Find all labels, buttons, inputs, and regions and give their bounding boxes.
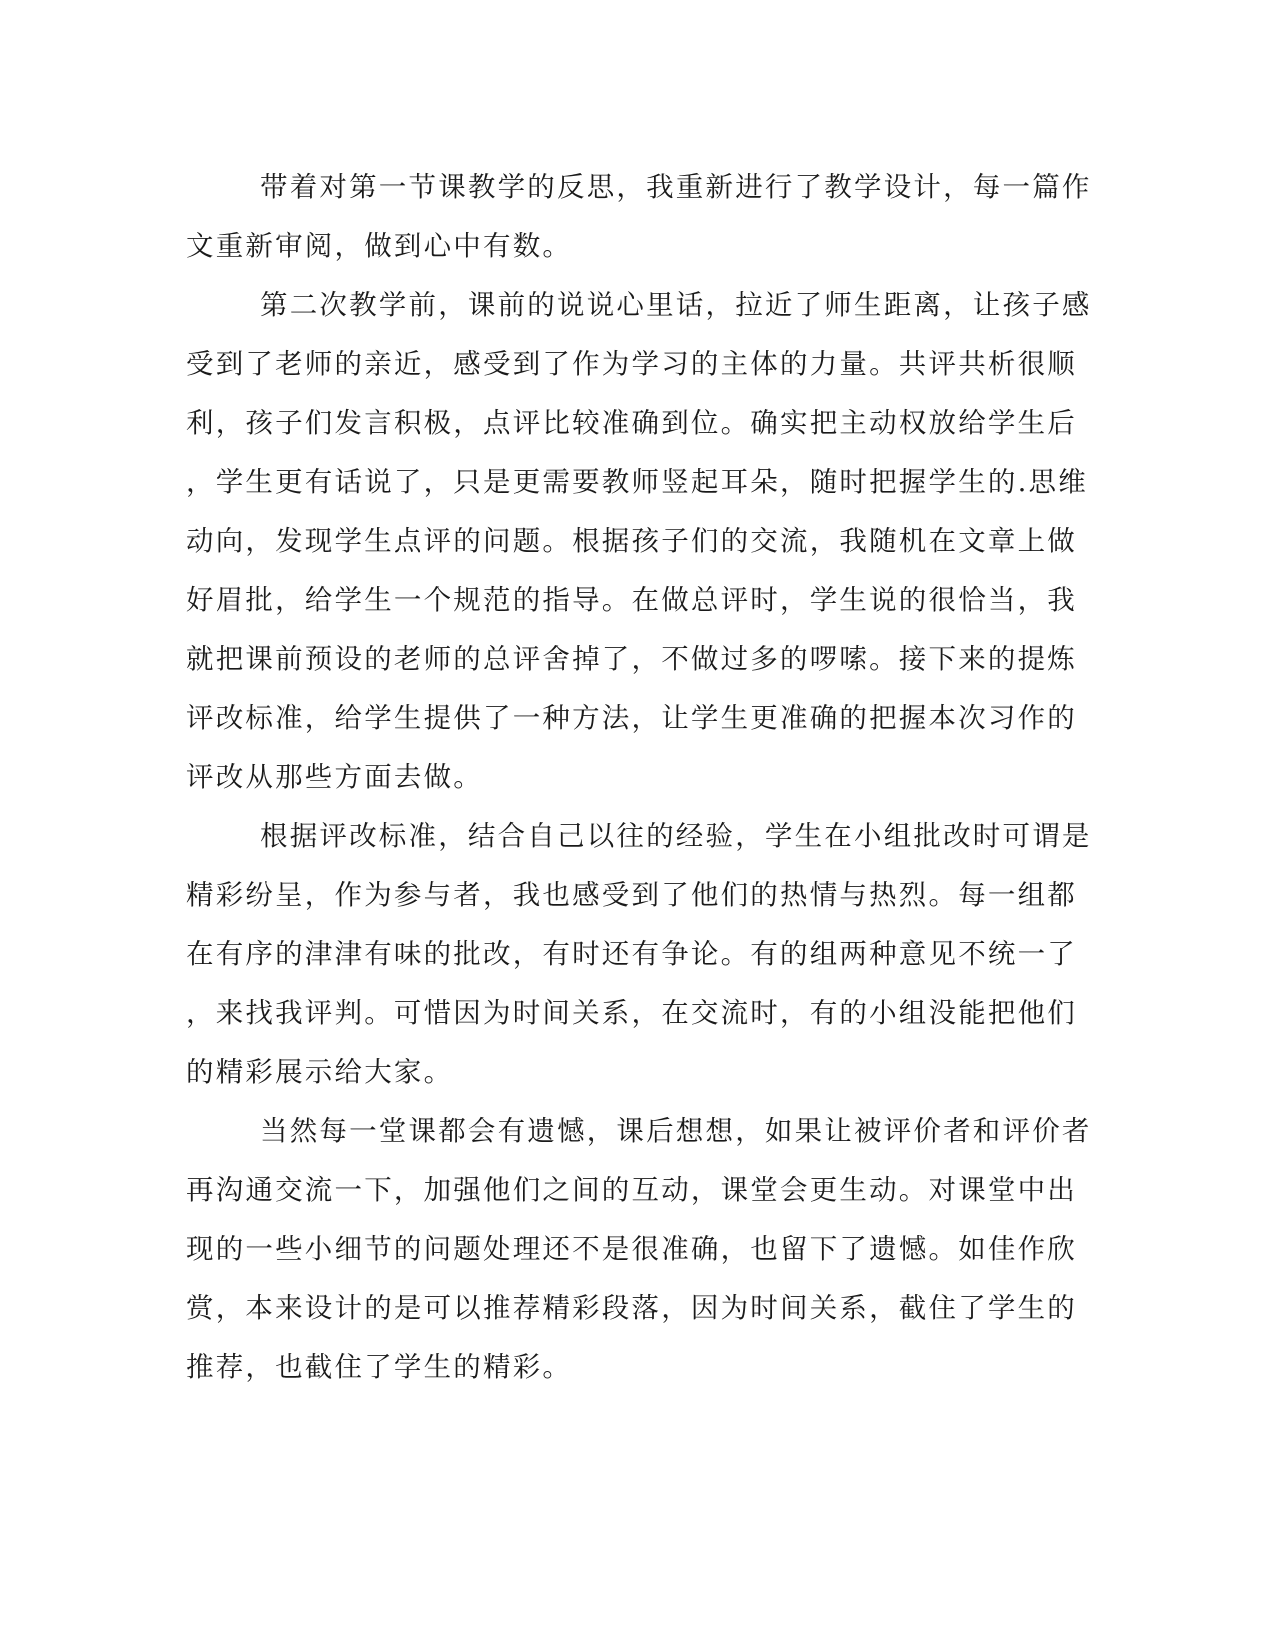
text-line: ，学生更有话说了，只是更需要教师竖起耳朵，随时把握学生的.思维 [186,466,1088,498]
text-line: 再沟通交流一下，加强他们之间的互动，课堂会更生动。对课堂中出 [186,1174,1077,1206]
document-body [186,158,1092,1397]
paragraph-1 [186,158,1092,276]
text-line: 动向，发现学生点评的问题。根据孩子们的交流，我随机在文章上做 [186,525,1077,557]
text-line: 推荐，也截住了学生的精彩。 [186,1351,573,1383]
text-line: 文重新审阅，做到心中有数。 [186,230,573,262]
text-line: 第二次教学前，课前的说说心里话，拉近了师生距离，让孩子感 [260,289,1092,321]
text-line: 精彩纷呈，作为参与者，我也感受到了他们的热情与热烈。每一组都 [186,879,1077,911]
text-line: 根据评改标准，结合自己以往的经验，学生在小组批改时可谓是 [260,820,1092,852]
paragraph-4 [186,1102,1092,1397]
text-line: 在有序的津津有味的批改，有时还有争论。有的组两种意见不统一了 [186,938,1077,970]
text-line: 赏，本来设计的是可以推荐精彩段落，因为时间关系，截住了学生的 [186,1292,1077,1324]
text-line: ，来找我评判。可惜因为时间关系，在交流时，有的小组没能把他们 [186,997,1077,1029]
paragraph-2 [186,276,1092,807]
text-line: 现的一些小细节的问题处理还不是很准确，也留下了遗憾。如佳作欣 [186,1233,1077,1265]
text-line: 带着对第一节课教学的反思，我重新进行了教学设计，每一篇作 [260,171,1092,203]
text-line: 利，孩子们发言积极，点评比较准确到位。确实把主动权放给学生后 [186,407,1077,439]
text-line: 评改标准，给学生提供了一种方法，让学生更准确的把握本次习作的 [186,702,1077,734]
text-line: 就把课前预设的老师的总评舍掉了，不做过多的啰嗦。接下来的提炼 [186,643,1077,675]
text-line: 受到了老师的亲近，感受到了作为学习的主体的力量。共评共析很顺 [186,348,1077,380]
text-line: 评改从那些方面去做。 [186,761,483,793]
text-line: 当然每一堂课都会有遗憾，课后想想，如果让被评价者和评价者 [260,1115,1092,1147]
paragraph-3 [186,807,1092,1102]
text-line: 好眉批，给学生一个规范的指导。在做总评时，学生说的很恰当，我 [186,584,1077,616]
text-line: 的精彩展示给大家。 [186,1056,454,1088]
